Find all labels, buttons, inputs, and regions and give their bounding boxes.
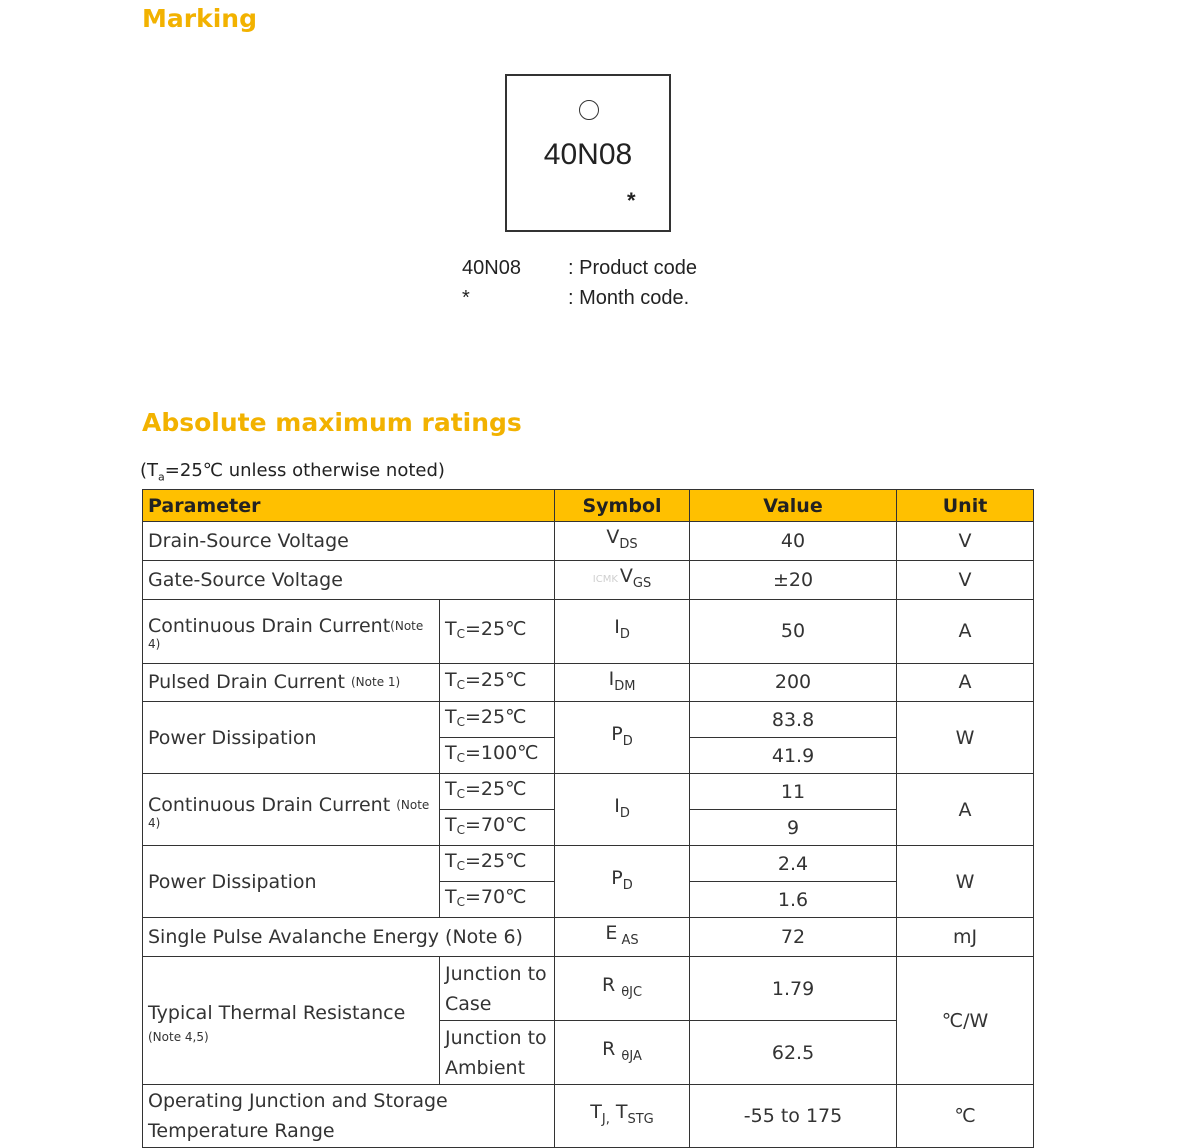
param-cell: Drain-Source Voltage xyxy=(143,522,555,561)
absolute-max-ratings-table xyxy=(142,489,1034,1148)
value-cell: 200 xyxy=(690,663,897,702)
value-cell: 83.8 xyxy=(690,702,897,738)
param-cell: Power Dissipation xyxy=(143,846,440,918)
symbol-cell: $P_D$ xyxy=(555,846,690,918)
condition-cell: TC=25℃ xyxy=(440,599,555,663)
condition-cell: TC=70℃ xyxy=(440,882,555,918)
table-row xyxy=(143,702,1034,738)
unit-cell: A xyxy=(897,599,1034,663)
header-unit: Unit xyxy=(897,490,1034,522)
symbol-cell: R $_{\theta JA}$ xyxy=(555,1021,690,1085)
param-cell: Continuous Drain Current$^{(Note}$ 4) xyxy=(143,599,440,663)
table-row xyxy=(143,774,1034,810)
legend-desc-month: : Month code. xyxy=(568,287,690,309)
chip-marking-code: 40N08 xyxy=(543,138,633,171)
chip-month-code-mark: * xyxy=(627,188,636,213)
legend-desc-product: : Product code xyxy=(568,257,697,279)
symbol-cell: $P_D$ xyxy=(555,702,690,774)
table-row xyxy=(143,599,1034,663)
marking-heading: Marking xyxy=(142,4,257,33)
unit-cell: W xyxy=(897,702,1034,774)
condition-cell: TC=70℃ xyxy=(440,810,555,846)
symbol-cell: E $_{AS}$ xyxy=(555,918,690,957)
param-cell: Gate-Source Voltage xyxy=(143,560,555,599)
table-row xyxy=(143,957,1034,1021)
header-symbol: Symbol xyxy=(555,490,690,522)
unit-cell: V xyxy=(897,560,1034,599)
header-parameter: Parameter xyxy=(143,490,555,522)
table-row xyxy=(143,918,1034,957)
value-cell: 11 xyxy=(690,774,897,810)
value-cell: 1.6 xyxy=(690,882,897,918)
symbol-cell: $V_{DS}$ xyxy=(555,522,690,561)
value-cell: 1.79 xyxy=(690,957,897,1021)
legend-code-product: 40N08 xyxy=(462,257,521,279)
symbol-cell: ICMK $V_{GS}$ xyxy=(555,560,690,599)
param-cell: Power Dissipation xyxy=(143,702,440,774)
unit-cell: A xyxy=(897,663,1034,702)
pin1-indicator-icon xyxy=(579,100,599,120)
condition-cell: TC=25℃ xyxy=(440,846,555,882)
condition-cell: TC=25℃ xyxy=(440,702,555,738)
value-cell: 50 xyxy=(690,599,897,663)
condition-cell: Junction to Ambient xyxy=(440,1021,555,1085)
watermark-text: ICMK xyxy=(592,573,618,585)
value-cell: 40 xyxy=(690,522,897,561)
header-value: Value xyxy=(690,490,897,522)
value-cell: 9 xyxy=(690,810,897,846)
symbol-cell: $I_D$ xyxy=(555,599,690,663)
param-cell: Pulsed Drain Current $^{(Note 1)}$ xyxy=(143,663,440,702)
chip-package-diagram xyxy=(505,74,671,232)
table-row xyxy=(143,663,1034,702)
value-cell: 2.4 xyxy=(690,846,897,882)
condition-cell: TC=25℃ xyxy=(440,774,555,810)
value-cell: 62.5 xyxy=(690,1021,897,1085)
ratings-condition-note: ($T_a=25℃$ unless otherwise noted) xyxy=(140,460,445,484)
unit-cell: V xyxy=(897,522,1034,561)
legend-code-month: * xyxy=(462,287,470,309)
param-cell: Operating Junction and Storage Temperature Range xyxy=(143,1085,555,1148)
symbol-cell: $I_{DM}$ xyxy=(555,663,690,702)
param-cell: Single Pulse Avalanche Energy (Note 6) xyxy=(143,918,555,957)
table-row xyxy=(143,846,1034,882)
table-row xyxy=(143,522,1034,561)
unit-cell: ℃ xyxy=(897,1085,1034,1148)
value-cell: ±20 xyxy=(690,560,897,599)
table-row xyxy=(143,560,1034,599)
unit-cell: ℃/W xyxy=(897,957,1034,1085)
param-cell: Typical Thermal Resistance (Note 4,5) xyxy=(143,957,440,1085)
table-header-row xyxy=(143,490,1034,522)
symbol-cell: $I_D$ xyxy=(555,774,690,846)
symbol-cell: $T_{J,}$ $T_{STG}$ xyxy=(555,1085,690,1148)
value-cell: 41.9 xyxy=(690,738,897,774)
unit-cell: W xyxy=(897,846,1034,918)
table-row xyxy=(143,1085,1034,1148)
value-cell: 72 xyxy=(690,918,897,957)
condition-cell: TC=100℃ xyxy=(440,738,555,774)
condition-cell: Junction to Case xyxy=(440,957,555,1021)
symbol-cell: R $_{\theta JC}$ xyxy=(555,957,690,1021)
param-cell: Continuous Drain Current $^{(Note}$ 4) xyxy=(143,774,440,846)
condition-cell: TC=25℃ xyxy=(440,663,555,702)
unit-cell: mJ xyxy=(897,918,1034,957)
ratings-heading: Absolute maximum ratings xyxy=(142,408,522,437)
value-cell: -55 to 175 xyxy=(690,1085,897,1148)
unit-cell: A xyxy=(897,774,1034,846)
